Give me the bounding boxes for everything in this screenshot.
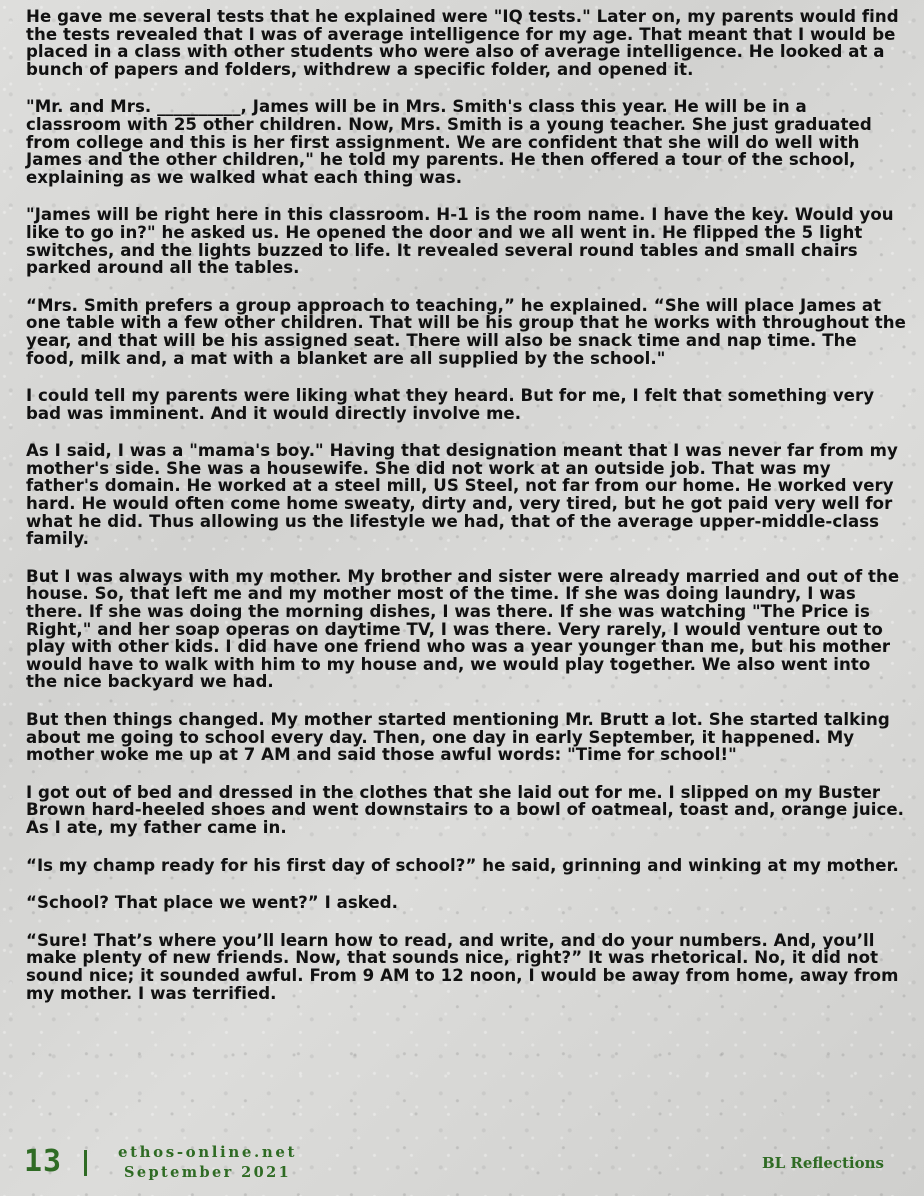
page-number: 13 [24, 1144, 63, 1179]
paragraph-mamas-boy: As I said, I was a "mama's boy." Having that designation meant that I was never far from my mother's side. She was a housewife. She did not work at an outside job. That was my father's domain. He worked at a steel mill, US Steel, not far from our home. He worked very hard. He would often come home sweaty, dirty and, very tired, but he got paid very well for what he did. Thus allowing us the lifestyle we had, that of the average upper-middle-class family. [26, 441, 898, 549]
paragraph-terrified: “Sure! That’s where you’ll learn how to read, and write, and do your numbers. And, you’ll make plenty of new friends. Now, that sounds nice, right?” It was rhetorical. No, it did not sound nice; it sounded awful. From 9 AM to 12 noon, I would be away from home, away from my mother. I was terrified. [26, 930, 899, 1003]
page-footer [0, 1140, 924, 1196]
article-body [26, 8, 906, 1022]
paragraph-always-with-mother: But I was always with my mother. My brother and sister were already married and out of the house. So, that left me and my mother most of the time. If she was doing laundry, I was there. If she was doing the morning dishes, I was there. If she was watching "The Price is Right," and her soap operas on daytime TV, I was there. Very rarely, I would venture out to play with other kids. I did have one friend who was a year younger than me, but his mother would have to walk with him to my house and, we would play together. We also went into the nice backyard we had. [26, 566, 900, 692]
paragraph-imminent: I could tell my parents were liking what they heard. But for me, I felt that something very bad was imminent. And it would directly involve me. [26, 386, 875, 423]
paragraph-school-question: “School? That place we went?” I asked. [26, 893, 399, 913]
footer-issue-date: September 2021 [124, 1164, 292, 1181]
paragraph-class-assignment: "Mr. and Mrs. __________, James will be in Mrs. Smith's class this year. He will be in a classroom with 25 other children. Now, Mrs. Smith is a young teacher. She just graduated from college and this is her first assignment. We are confident that she will do well with James and the other children," he told my parents. He then offered a tour of the school, explaining as we walked what each thing was. [26, 97, 872, 187]
paragraph-classroom-h1: "James will be right here in this classroom. H-1 is the room name. I have the key. Would you like to go in?" he asked us. He opened the door and we all went in. He flipped the 5 light switches, and the lights buzzed to life. It revealed several round tables and small chairs parked around all the tables. [26, 205, 894, 278]
paragraph-father-question: “Is my champ ready for his first day of school?” he said, grinning and winking at my mother. [26, 855, 899, 875]
footer-divider [84, 1150, 87, 1176]
paragraph-group-approach: “Mrs. Smith prefers a group approach to teaching,” he explained. “She will place James at one table with a few other children. That will be his group that he works with throughout the year, and that will be his assigned seat. There will also be snack time and nap time. The food, milk and, a mat with a blanket are all supplied by the school." [26, 295, 906, 368]
paragraph-getting-dressed: I got out of bed and dressed in the clothes that she laid out for me. I slipped on my Buster Brown hard-heeled shoes and went downstairs to a bowl of oatmeal, toast and, orange juice. As I ate, my father came in. [26, 782, 905, 837]
paragraph-things-changed: But then things changed. My mother started mentioning Mr. Brutt a lot. She started talking about me going to school every day. Then, one day in early September, it happened. My mother woke me up at 7 AM and said those awful words: "Time for school!" [26, 710, 890, 765]
paragraph-iq-tests: He gave me several tests that he explained were "IQ tests." Later on, my parents would find the tests revealed that I was of average intelligence for my age. That meant that I would be placed in a class with other students who were also of average intelligence. He looked at a bunch of papers and folders, withdrew a specific folder, and opened it. [26, 7, 899, 79]
footer-site: ethos-online.net [118, 1143, 298, 1161]
footer-section-name: BL Reflections [761, 1154, 884, 1172]
